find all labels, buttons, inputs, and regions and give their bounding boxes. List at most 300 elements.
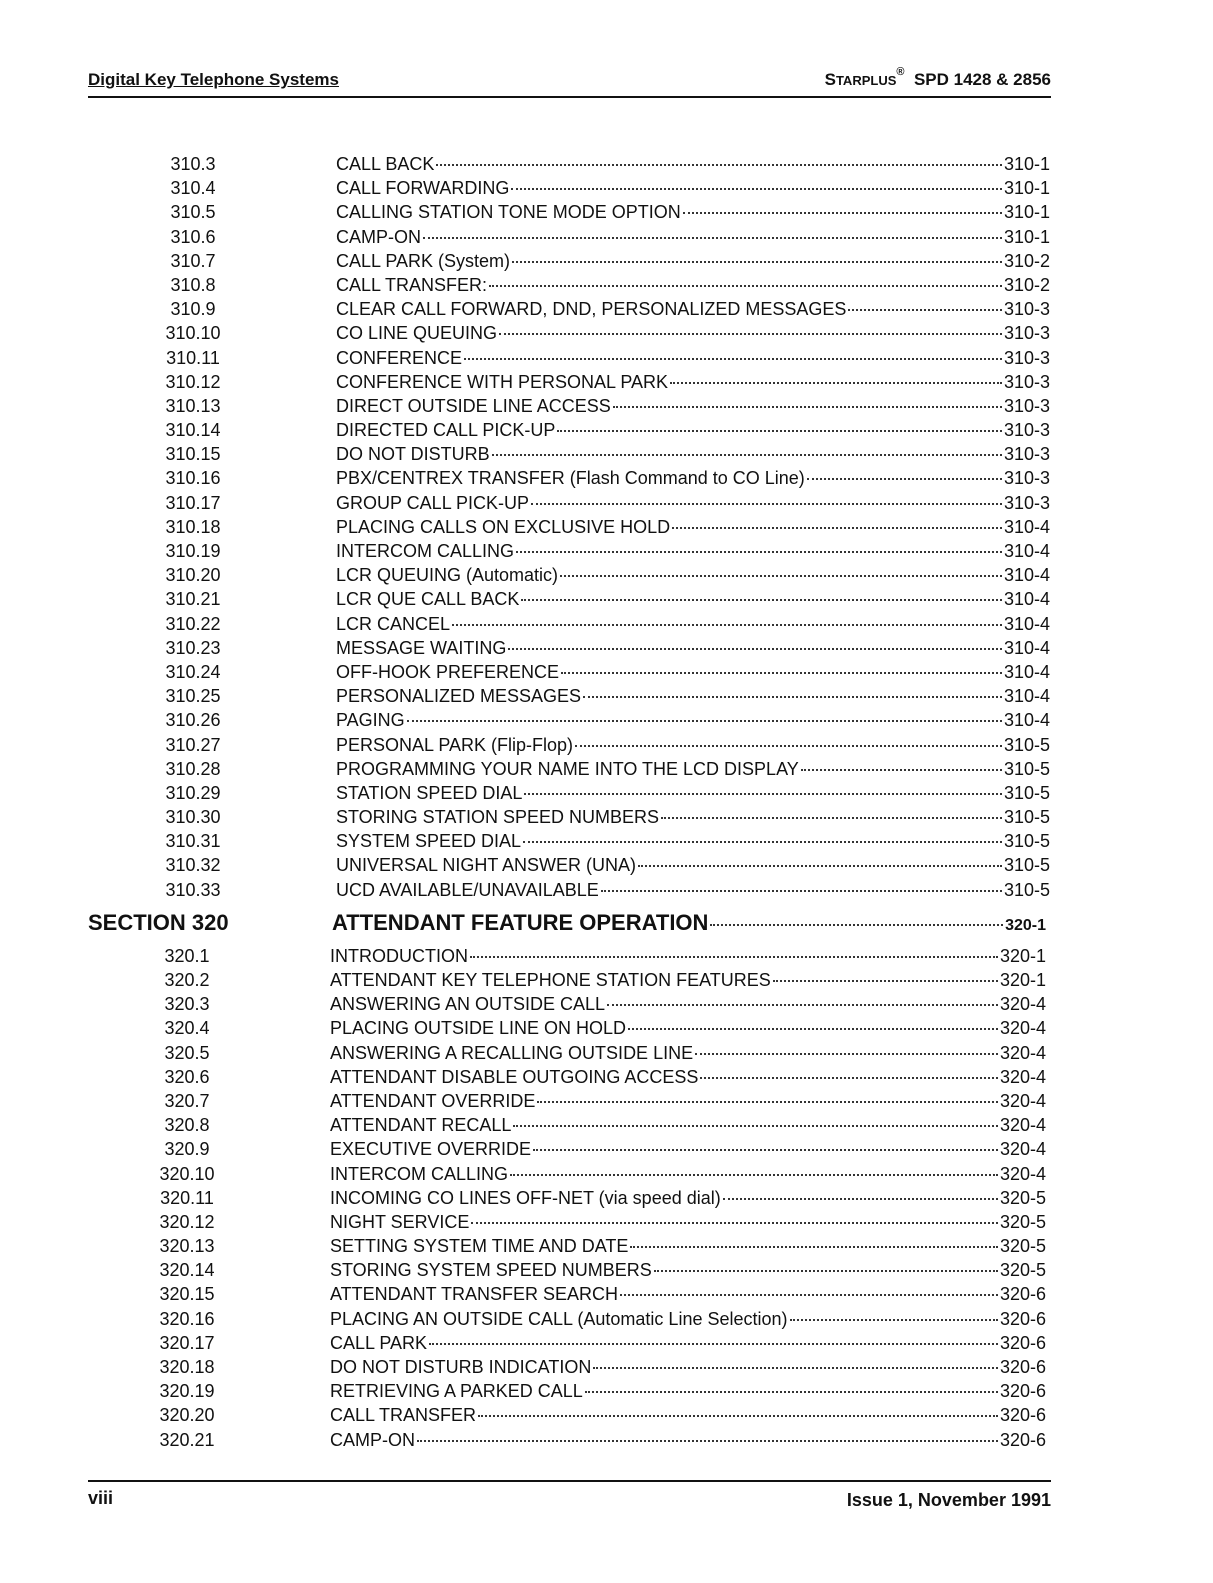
toc-entry[interactable] (0, 1089, 1213, 1113)
toc-entry-number: 310.6 (170, 226, 216, 247)
toc-entry-number: 310.24 (165, 661, 221, 682)
dot-leader (661, 817, 1002, 819)
toc-entry[interactable] (0, 878, 1213, 902)
section-320-entries (0, 944, 1213, 1452)
toc-entry-title: INTERCOM CALLING (336, 541, 515, 561)
toc-entry-page: 310-5 (1003, 758, 1050, 779)
toc-entry-line (330, 1284, 1046, 1305)
toc-entry-title: LCR QUEUING (Automatic) (336, 565, 559, 586)
toc-entry[interactable] (0, 1186, 1213, 1210)
toc-entry-title: UNIVERSAL NIGHT ANSWER (UNA) (336, 855, 637, 876)
toc-entry[interactable] (0, 346, 1213, 370)
toc-entry-number: 310.13 (165, 395, 221, 416)
toc-entry-number: 320.5 (164, 1042, 210, 1063)
toc-entry[interactable] (0, 466, 1213, 490)
toc-entry-page: 310-4 (1003, 565, 1050, 586)
toc-entry-page: 310-5 (1003, 782, 1050, 803)
section-label: SECTION 320 (88, 909, 229, 935)
toc-entry-line (336, 202, 1050, 223)
toc-entry-line (336, 468, 1050, 489)
toc-entry[interactable] (0, 1234, 1213, 1258)
toc-entry-number: 310.18 (165, 516, 221, 537)
toc-entry-title: ANSWERING AN OUTSIDE CALL (330, 994, 606, 1015)
toc-entry[interactable] (0, 1307, 1213, 1331)
dot-leader (429, 1343, 998, 1345)
toc-entry-number: 310.20 (165, 565, 221, 586)
toc-entry-number: 320.6 (164, 1066, 210, 1087)
toc-entry-line (330, 1381, 1046, 1402)
toc-entry-page: 320-6 (999, 1308, 1046, 1329)
toc-entry[interactable] (0, 249, 1213, 273)
toc-entry[interactable] (0, 684, 1213, 708)
toc-entry[interactable] (0, 225, 1213, 249)
toc-entry-title: EXECUTIVE OVERRIDE (330, 1139, 532, 1160)
toc-entry[interactable] (0, 612, 1213, 636)
toc-entry-title: CONFERENCE WITH PERSONAL PARK (336, 371, 669, 392)
toc-entry-page: 320-5 (999, 1260, 1046, 1281)
toc-entry[interactable] (0, 1041, 1213, 1065)
toc-entry-title: SETTING SYSTEM TIME AND DATE (330, 1236, 629, 1257)
toc-entry-title: PAGING (336, 710, 405, 731)
toc-entry[interactable] (0, 1162, 1213, 1186)
dot-leader (601, 890, 1002, 892)
toc-entry-page: 310-5 (1003, 807, 1050, 828)
toc-entry-page: 310-1 (1003, 154, 1050, 174)
toc-entry-line (330, 946, 1046, 967)
toc-entry-line (336, 638, 1050, 659)
toc-entry-page: 320-4 (999, 1163, 1046, 1184)
toc-entry-number: 310.31 (165, 831, 221, 852)
toc-entry-number: 320.20 (159, 1405, 215, 1426)
toc-entry[interactable] (0, 418, 1213, 442)
toc-entry-title: CALL TRANSFER: (336, 274, 488, 295)
toc-entry-line (330, 1139, 1046, 1160)
dot-leader (560, 575, 1002, 577)
toc-entry[interactable] (0, 1403, 1213, 1427)
toc-entry-number: 310.27 (165, 734, 221, 755)
toc-entry-title: PLACING CALLS ON EXCLUSIVE HOLD (336, 516, 671, 537)
toc-entry-page: 310-3 (1003, 299, 1050, 320)
toc-entry[interactable] (0, 1331, 1213, 1355)
toc-entry-title: PERSONAL PARK (Flip-Flop) (336, 734, 574, 755)
dot-leader (524, 793, 1002, 795)
dot-leader (773, 980, 998, 982)
dot-leader (423, 237, 1002, 239)
toc-entry-line (330, 1260, 1046, 1281)
header-models: SPD 1428 & 2856 (913, 70, 1051, 89)
toc-entry-number: 310.12 (165, 371, 221, 392)
table-of-contents (0, 152, 1213, 1452)
toc-entry-title: ATTENDANT DISABLE OUTGOING ACCESS (330, 1066, 699, 1087)
dot-leader (801, 769, 1002, 771)
toc-entry-title: STATION SPEED DIAL (336, 782, 523, 803)
toc-entry-title: CALL PARK (330, 1332, 428, 1353)
toc-entry-page: 310-4 (1003, 637, 1050, 658)
dot-leader (620, 1294, 998, 1296)
dot-leader (471, 1222, 998, 1224)
toc-entry-line (330, 1115, 1046, 1136)
toc-entry-number: 320.7 (164, 1090, 210, 1111)
toc-entry-line (336, 154, 1050, 175)
toc-entry-page: 310-4 (1003, 686, 1050, 707)
toc-entry-line (336, 807, 1050, 828)
toc-entry-page: 320-4 (999, 1018, 1046, 1039)
toc-entry-page: 310-3 (1003, 395, 1050, 416)
toc-entry[interactable] (0, 539, 1213, 563)
toc-entry-line (336, 565, 1050, 586)
toc-entry-title: NIGHT SERVICE (330, 1211, 470, 1232)
toc-entry-page: 310-3 (1003, 371, 1050, 392)
toc-entry[interactable] (0, 394, 1213, 418)
toc-entry-line (336, 348, 1050, 369)
toc-entry-number: 310.8 (170, 274, 216, 295)
toc-entry-number: 320.11 (160, 1187, 214, 1208)
toc-entry-page: 320-4 (999, 1139, 1046, 1160)
dot-leader (489, 285, 1002, 287)
registered-mark: ® (896, 66, 905, 78)
toc-entry[interactable] (0, 1379, 1213, 1403)
toc-entry-number: 310.5 (170, 202, 216, 223)
toc-entry-number: 320.14 (159, 1260, 215, 1281)
toc-entry-title: ANSWERING A RECALLING OUTSIDE LINE (330, 1042, 694, 1063)
toc-entry[interactable] (0, 733, 1213, 757)
dot-leader (561, 672, 1002, 674)
toc-entry[interactable] (0, 297, 1213, 321)
toc-entry[interactable] (0, 1355, 1213, 1379)
dot-leader (464, 358, 1002, 360)
toc-entry[interactable] (0, 757, 1213, 781)
toc-entry-page: 320-6 (999, 1284, 1046, 1305)
toc-entry-number: 310.21 (165, 589, 221, 610)
toc-entry[interactable] (0, 829, 1213, 853)
toc-entry-line (330, 1405, 1046, 1426)
dot-leader (700, 1077, 998, 1079)
dot-leader (557, 430, 1002, 432)
toc-entry-title: CO LINE QUEUING (336, 323, 498, 344)
dot-leader (628, 1028, 998, 1030)
toc-entry-title: GROUP CALL PICK-UP (336, 492, 530, 513)
toc-entry-title: LCR QUE CALL BACK (336, 589, 520, 610)
dot-leader (470, 956, 998, 958)
toc-entry[interactable] (0, 200, 1213, 224)
toc-entry-page: 310-5 (1003, 734, 1050, 755)
section-page: 320-1 (1005, 916, 1046, 934)
toc-entry-number: 320.15 (159, 1284, 215, 1305)
toc-entry-title: STORING SYSTEM SPEED NUMBERS (330, 1260, 652, 1281)
toc-entry-line (330, 1091, 1046, 1112)
toc-entry-number: 320.8 (164, 1115, 210, 1136)
toc-entry-number: 310.33 (165, 879, 221, 900)
toc-entry-line (336, 396, 1050, 417)
dot-leader (417, 1440, 998, 1442)
dot-leader (607, 1004, 998, 1006)
toc-entry-title: CAMP-ON (330, 1429, 415, 1450)
dot-leader (723, 1198, 998, 1200)
toc-entry[interactable] (0, 442, 1213, 466)
toc-entry-page: 310-1 (1003, 202, 1050, 223)
page-header (88, 66, 1051, 98)
toc-entry-line (330, 1357, 1046, 1378)
toc-entry-number: 320.16 (159, 1308, 215, 1329)
brand-rest: TARPLUS (835, 73, 897, 88)
dot-leader (638, 865, 1002, 867)
toc-entry-number: 310.9 (170, 299, 216, 320)
toc-entry-page: 310-3 (1003, 420, 1050, 441)
page-footer (88, 1480, 1051, 1522)
toc-entry-page: 320-6 (999, 1357, 1046, 1377)
toc-entry-title: INTERCOM CALLING (330, 1163, 509, 1184)
toc-entry-line (336, 710, 1050, 731)
toc-entry-line (330, 1018, 1046, 1039)
toc-entry-title: CALL BACK (336, 154, 435, 174)
toc-entry-title: CALL FORWARDING (336, 178, 510, 199)
toc-entry-title: DIRECT OUTSIDE LINE ACCESS (336, 395, 611, 416)
toc-entry-number: 310.15 (165, 444, 221, 465)
dot-leader (613, 406, 1002, 408)
toc-entry-line (336, 759, 1050, 780)
dot-leader (807, 478, 1002, 480)
toc-entry-line (336, 372, 1050, 393)
toc-entry-line (330, 1043, 1046, 1064)
toc-entry-line (336, 831, 1050, 852)
toc-entry-page: 310-4 (1003, 613, 1050, 634)
toc-entry-title: OFF-HOOK PREFERENCE (336, 661, 560, 682)
toc-entry-number: 310.16 (165, 468, 221, 489)
toc-entry-page: 320-4 (999, 1090, 1046, 1111)
toc-entry-number: 310.25 (165, 686, 221, 707)
toc-entry-page: 310-4 (1003, 516, 1050, 537)
toc-entry-line (336, 686, 1050, 707)
toc-entry[interactable] (0, 944, 1213, 968)
toc-entry-title: ATTENDANT KEY TELEPHONE STATION FEATURES (330, 970, 771, 990)
section-title: ATTENDANT FEATURE OPERATION (332, 909, 709, 935)
toc-entry[interactable] (0, 152, 1213, 176)
toc-entry[interactable] (0, 370, 1213, 394)
section-320-heading[interactable] (0, 906, 1213, 944)
toc-entry-line (336, 444, 1050, 465)
toc-entry-page: 310-3 (1003, 323, 1050, 344)
toc-entry-title: PROGRAMMING YOUR NAME INTO THE LCD DISPLAY (336, 758, 799, 779)
toc-entry-page: 320-6 (999, 1405, 1046, 1426)
dot-leader (499, 333, 1002, 335)
dot-leader (531, 503, 1002, 505)
toc-entry-line (330, 1309, 1046, 1330)
toc-entry-title: CALLING STATION TONE MODE OPTION (336, 202, 681, 223)
toc-entry[interactable] (0, 1428, 1213, 1452)
toc-entry-title: PLACING OUTSIDE LINE ON HOLD (330, 1018, 627, 1039)
toc-entry-page: 320-4 (999, 1042, 1046, 1063)
toc-entry-title: ATTENDANT OVERRIDE (330, 1090, 536, 1111)
toc-entry-number: 310.4 (170, 178, 216, 199)
toc-entry-number: 310.7 (170, 250, 216, 271)
toc-entry-number: 320.21 (159, 1429, 215, 1450)
toc-entry-title: CALL TRANSFER (330, 1405, 477, 1426)
toc-entry-page: 320-5 (999, 1187, 1046, 1208)
toc-entry-line (336, 299, 1050, 320)
footer-page-number: viii (88, 1488, 114, 1508)
toc-entry-page: 310-3 (1003, 444, 1050, 465)
dot-leader (407, 720, 1002, 722)
dot-leader (537, 1101, 998, 1103)
dot-leader (583, 696, 1002, 698)
toc-entry-line (336, 420, 1050, 441)
toc-entry[interactable] (0, 968, 1213, 992)
header-title: Digital Key Telephone Systems (88, 70, 339, 89)
dot-leader (436, 164, 1002, 166)
toc-entry[interactable] (0, 1258, 1213, 1282)
toc-entry-page: 310-2 (1003, 250, 1050, 271)
toc-entry-line (336, 251, 1050, 272)
dot-leader (575, 745, 1002, 747)
toc-entry-number: 310.29 (165, 782, 221, 803)
header-product (824, 66, 1051, 90)
dot-leader (510, 1174, 998, 1176)
toc-entry-title: DO NOT DISTURB INDICATION (330, 1357, 592, 1377)
toc-entry-line (330, 1188, 1046, 1209)
toc-entry-number: 310.28 (165, 758, 221, 779)
dot-leader (672, 527, 1002, 529)
toc-entry-line (330, 994, 1046, 1015)
toc-entry[interactable] (0, 660, 1213, 684)
toc-entry[interactable] (0, 515, 1213, 539)
dot-leader (710, 924, 1003, 926)
toc-entry-page: 320-6 (999, 1381, 1046, 1402)
toc-entry-page: 320-1 (999, 945, 1046, 966)
toc-entry-number: 320.2 (164, 970, 210, 990)
toc-entry-number: 320.3 (164, 994, 210, 1015)
toc-entry-page: 310-1 (1003, 178, 1050, 199)
toc-entry-number: 320.18 (159, 1357, 215, 1377)
dot-leader (508, 648, 1002, 650)
toc-entry[interactable] (0, 1282, 1213, 1306)
dot-leader (654, 1270, 998, 1272)
toc-entry-number: 310.11 (166, 347, 220, 368)
section-title-entry (332, 910, 1046, 936)
toc-entry-page: 310-4 (1003, 710, 1050, 731)
toc-entry-line (336, 614, 1050, 635)
toc-entry-number: 320.10 (159, 1163, 215, 1184)
dot-leader (523, 841, 1002, 843)
toc-entry-title: PBX/CENTREX TRANSFER (Flash Command to CO Line) (336, 468, 805, 489)
toc-entry-page: 310-4 (1003, 661, 1050, 682)
toc-entry-number: 320.12 (159, 1211, 215, 1232)
toc-entry-title: MESSAGE WAITING (336, 637, 507, 658)
toc-entry-number: 320.19 (159, 1381, 215, 1402)
toc-entry-number: 310.3 (170, 154, 216, 174)
footer-issue: Issue 1, November 1991 (846, 1490, 1051, 1510)
dot-leader (452, 624, 1002, 626)
toc-entry-line (336, 517, 1050, 538)
dot-leader (533, 1149, 998, 1151)
dot-leader (848, 309, 1002, 311)
toc-entry-page: 320-5 (999, 1236, 1046, 1257)
toc-entry-line (336, 275, 1050, 296)
toc-entry[interactable] (0, 805, 1213, 829)
toc-entry-page: 320-4 (999, 994, 1046, 1015)
toc-entry-line (330, 1164, 1046, 1185)
toc-entry-page: 320-4 (999, 1115, 1046, 1136)
toc-entry[interactable] (0, 1210, 1213, 1234)
toc-entry-title: RETRIEVING A PARKED CALL (330, 1381, 583, 1402)
toc-entry[interactable] (0, 321, 1213, 345)
toc-entry[interactable] (0, 636, 1213, 660)
toc-entry-line (336, 541, 1050, 562)
toc-entry[interactable] (0, 491, 1213, 515)
toc-entry[interactable] (0, 1113, 1213, 1137)
toc-entry[interactable] (0, 781, 1213, 805)
toc-entry-number: 320.13 (159, 1236, 215, 1257)
dot-leader (670, 382, 1002, 384)
toc-entry-title: ATTENDANT RECALL (330, 1115, 512, 1136)
toc-entry[interactable] (0, 587, 1213, 611)
toc-entry-title: SYSTEM SPEED DIAL (336, 831, 522, 852)
toc-entry-page: 310-1 (1003, 226, 1050, 247)
toc-entry[interactable] (0, 1065, 1213, 1089)
toc-entry-number: 310.32 (165, 855, 221, 876)
toc-entry-title: DIRECTED CALL PICK-UP (336, 420, 556, 441)
toc-entry[interactable] (0, 853, 1213, 877)
toc-entry[interactable] (0, 563, 1213, 587)
toc-entry-page: 320-4 (999, 1066, 1046, 1087)
dot-leader (511, 188, 1002, 190)
toc-entry-number: 310.26 (165, 710, 221, 731)
toc-entry-line (336, 783, 1050, 804)
toc-entry-title: STORING STATION SPEED NUMBERS (336, 807, 660, 828)
dot-leader (630, 1246, 998, 1248)
toc-entry-title: PLACING AN OUTSIDE CALL (Automatic Line Selection) (330, 1308, 788, 1329)
dot-leader (790, 1319, 998, 1321)
toc-entry[interactable] (0, 176, 1213, 200)
toc-entry-line (336, 227, 1050, 248)
toc-entry-line (336, 493, 1050, 514)
dot-leader (478, 1415, 998, 1417)
toc-entry-line (336, 323, 1050, 344)
toc-entry-title: INCOMING CO LINES OFF-NET (via speed dial) (330, 1187, 721, 1208)
toc-entry-line (330, 1430, 1046, 1451)
toc-entry-title: DO NOT DISTURB (336, 444, 490, 465)
toc-entry-page: 320-6 (999, 1332, 1046, 1353)
toc-entry-page: 310-5 (1003, 879, 1050, 900)
toc-entry[interactable] (0, 1137, 1213, 1161)
toc-entry-title: CALL PARK (System) (336, 250, 511, 271)
toc-entry-page: 310-5 (1003, 855, 1050, 876)
toc-entry[interactable] (0, 992, 1213, 1016)
toc-entry-page: 320-5 (999, 1211, 1046, 1232)
toc-entry-number: 310.14 (165, 420, 221, 441)
toc-entry-line (330, 1067, 1046, 1088)
toc-entry-page: 310-3 (1003, 492, 1050, 513)
toc-entry-line (336, 589, 1050, 610)
toc-entry-page: 310-2 (1003, 274, 1050, 295)
toc-entry[interactable] (0, 1016, 1213, 1040)
dot-leader (513, 1125, 998, 1127)
toc-entry[interactable] (0, 273, 1213, 297)
toc-entry-line (336, 662, 1050, 683)
toc-entry-title: ATTENDANT TRANSFER SEARCH (330, 1284, 619, 1305)
toc-entry-line (336, 880, 1050, 901)
toc-entry-page: 310-4 (1003, 541, 1050, 561)
toc-entry-line (336, 855, 1050, 876)
toc-entry-page: 310-3 (1003, 347, 1050, 368)
toc-entry-line (330, 970, 1046, 991)
toc-entry-number: 320.4 (164, 1018, 210, 1039)
toc-entry[interactable] (0, 708, 1213, 732)
toc-entry-title: CLEAR CALL FORWARD, DND, PERSONALIZED MESSAGES (336, 299, 847, 320)
toc-entry-line (330, 1236, 1046, 1257)
dot-leader (585, 1391, 998, 1393)
brand-first-letter: S (824, 70, 836, 89)
toc-entry-number: 310.23 (165, 637, 221, 658)
